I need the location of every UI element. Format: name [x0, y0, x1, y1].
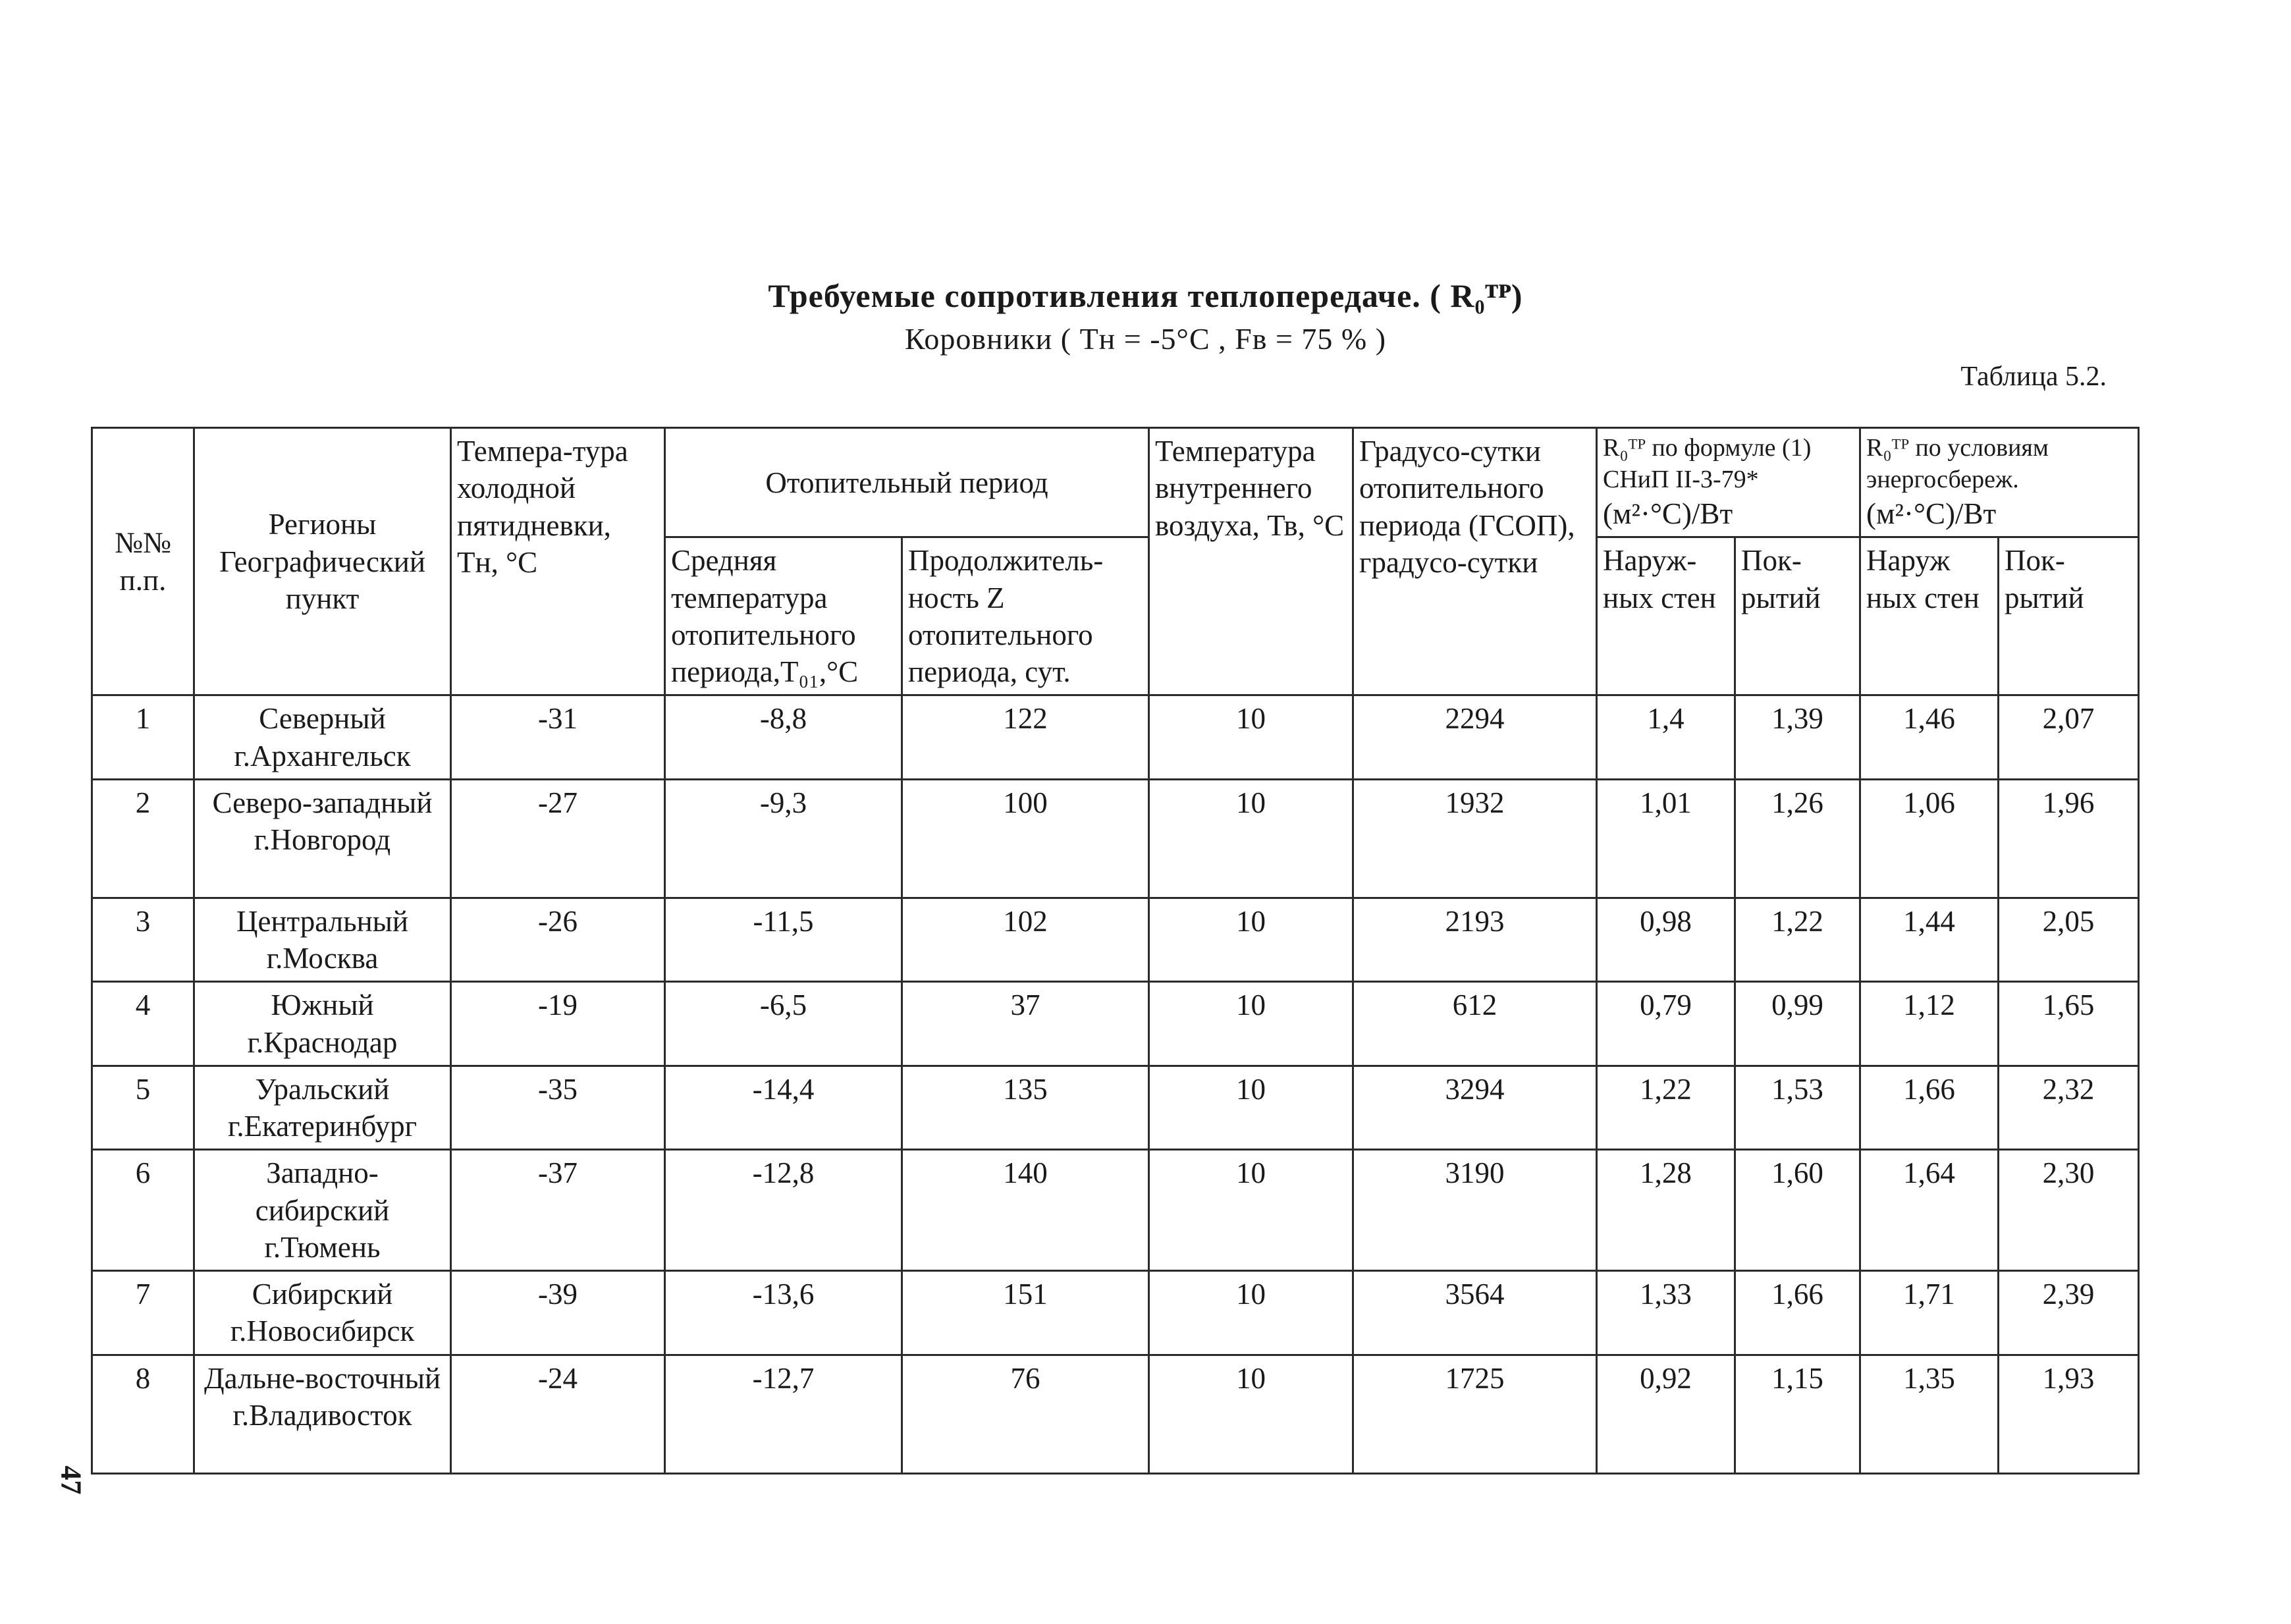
- gsop-cell: 612: [1353, 982, 1597, 1066]
- col-r-formula-header: [1597, 428, 1860, 537]
- t-avg-cell: -6,5: [665, 982, 902, 1066]
- rf-walls-cell: 0,92: [1597, 1355, 1735, 1473]
- re-walls-cell: 1,64: [1860, 1150, 1999, 1271]
- rf-roofs-cell: 0,99: [1735, 982, 1860, 1066]
- re-roofs-cell: 2,39: [1999, 1271, 2139, 1355]
- city-name: г.Владивосток: [232, 1398, 412, 1432]
- region-name: Северо-западный: [212, 786, 433, 819]
- region-name: Северный: [259, 702, 386, 736]
- rf-roofs-cell: 1,66: [1735, 1271, 1860, 1355]
- re-walls-cell: 1,12: [1860, 982, 1999, 1066]
- region-cell: [194, 982, 451, 1066]
- rf-roofs-cell: 1,22: [1735, 898, 1860, 982]
- t-avg-cell: -14,4: [665, 1066, 902, 1150]
- col-duration-header: Продолжитель-ность Z отопительного периода, сут.: [902, 537, 1149, 695]
- t-inner-cell: 10: [1149, 982, 1353, 1066]
- resistance-table: [91, 427, 2140, 1475]
- col-r-energy-header: [1860, 428, 2139, 537]
- row-number: 3: [92, 898, 194, 982]
- col-rf-roofs-header: Пок-рытий: [1735, 537, 1860, 695]
- rf-walls-cell: 1,22: [1597, 1066, 1735, 1150]
- gsop-cell: 3564: [1353, 1271, 1597, 1355]
- duration-cell: 76: [902, 1355, 1149, 1473]
- rf-walls-cell: 1,4: [1597, 695, 1735, 780]
- gsop-cell: 3190: [1353, 1150, 1597, 1271]
- col-re-roofs-header: Пок-рытий: [1999, 537, 2139, 695]
- page-number: 47: [55, 1465, 88, 1495]
- document-title: Требуемые сопротивления теплопередаче. ( R₀ᵀᴾ): [768, 277, 1523, 314]
- table-row: [92, 1150, 2139, 1271]
- t-inner-cell: 10: [1149, 1150, 1353, 1271]
- r-energy-label: R₀ᵀᴾ по условиям энергосбереж.: [1866, 434, 2049, 493]
- region-cell: [194, 1271, 451, 1355]
- col-t-avg-header: Средняя температура отопительного периода,Т₀₁,°С: [665, 537, 902, 695]
- row-number: 6: [92, 1150, 194, 1271]
- rf-walls-cell: 1,28: [1597, 1150, 1735, 1271]
- gsop-cell: 2294: [1353, 695, 1597, 780]
- t-cold-cell: -31: [451, 695, 665, 780]
- re-roofs-cell: 2,30: [1999, 1150, 2139, 1271]
- re-walls-cell: 1,35: [1860, 1355, 1999, 1473]
- city-name: г.Екатеринбург: [227, 1110, 418, 1143]
- gsop-cell: 3294: [1353, 1066, 1597, 1150]
- re-walls-cell: 1,46: [1860, 695, 1999, 780]
- city-name: г.Краснодар: [247, 1025, 398, 1059]
- row-number: 8: [92, 1355, 194, 1473]
- re-walls-cell: 1,06: [1860, 779, 1999, 898]
- duration-cell: 102: [902, 898, 1149, 982]
- table-caption: Таблица 5.2.: [1960, 362, 2107, 392]
- rf-walls-cell: 0,98: [1597, 898, 1735, 982]
- re-roofs-cell: 2,05: [1999, 898, 2139, 982]
- table-row: [92, 1355, 2139, 1473]
- t-cold-cell: -27: [451, 779, 665, 898]
- table-row: [92, 779, 2139, 898]
- t-cold-cell: -37: [451, 1150, 665, 1271]
- t-inner-cell: 10: [1149, 1066, 1353, 1150]
- region-cell: [194, 1150, 451, 1271]
- t-inner-cell: 10: [1149, 1271, 1353, 1355]
- table-row: [92, 1066, 2139, 1150]
- t-avg-cell: -11,5: [665, 898, 902, 982]
- duration-cell: 100: [902, 779, 1149, 898]
- re-roofs-cell: 1,96: [1999, 779, 2139, 898]
- col-gsop-header: Градусо-сутки отопительного периода (ГСОП), градусо-сутки: [1353, 428, 1597, 695]
- t-cold-cell: -26: [451, 898, 665, 982]
- t-inner-cell: 10: [1149, 898, 1353, 982]
- region-cell: [194, 1355, 451, 1473]
- duration-cell: 135: [902, 1066, 1149, 1150]
- table-row: [92, 898, 2139, 982]
- city-name: г.Новосибирск: [230, 1314, 415, 1348]
- t-inner-cell: 10: [1149, 779, 1353, 898]
- rf-roofs-cell: 1,60: [1735, 1150, 1860, 1271]
- city-name: г.Новгород: [254, 823, 391, 856]
- rf-roofs-cell: 1,39: [1735, 695, 1860, 780]
- city-name: г.Архангельск: [234, 739, 411, 772]
- t-cold-cell: -19: [451, 982, 665, 1066]
- t-avg-cell: -12,7: [665, 1355, 902, 1473]
- col-t-cold-header: Темпера-тура холодной пятидневки, Тн, °С: [451, 428, 665, 695]
- region-name: Сибирский: [252, 1278, 393, 1311]
- region-name: Дальне-восточный: [203, 1361, 441, 1395]
- t-avg-cell: -13,6: [665, 1271, 902, 1355]
- re-roofs-cell: 2,07: [1999, 695, 2139, 780]
- duration-cell: 151: [902, 1271, 1149, 1355]
- region-name: Центральный: [236, 904, 408, 938]
- rf-walls-cell: 1,01: [1597, 779, 1735, 898]
- city-name: г.Тюмень: [264, 1230, 381, 1264]
- row-number: 1: [92, 695, 194, 780]
- t-inner-cell: 10: [1149, 695, 1353, 780]
- gsop-cell: 1932: [1353, 779, 1597, 898]
- r-formula-units: (м²·°С)/Вт: [1603, 497, 1733, 530]
- region-cell: [194, 695, 451, 780]
- re-walls-cell: 1,44: [1860, 898, 1999, 982]
- col-region-header: Регионы Географический пункт: [194, 428, 451, 695]
- t-inner-cell: 10: [1149, 1355, 1353, 1473]
- t-avg-cell: -9,3: [665, 779, 902, 898]
- duration-cell: 122: [902, 695, 1149, 780]
- row-number: 5: [92, 1066, 194, 1150]
- re-roofs-cell: 1,65: [1999, 982, 2139, 1066]
- gsop-cell: 1725: [1353, 1355, 1597, 1473]
- duration-cell: 140: [902, 1150, 1149, 1271]
- t-avg-cell: -12,8: [665, 1150, 902, 1271]
- table-row: [92, 982, 2139, 1066]
- rf-roofs-cell: 1,15: [1735, 1355, 1860, 1473]
- col-re-walls-header: Наруж ных стен: [1860, 537, 1999, 695]
- region-cell: [194, 1066, 451, 1150]
- region-cell: [194, 898, 451, 982]
- document-subtitle: Коровники ( Тн = -5°С , Fв = 75 % ): [904, 322, 1387, 356]
- re-walls-cell: 1,71: [1860, 1271, 1999, 1355]
- r-energy-units: (м²·°С)/Вт: [1866, 497, 1997, 530]
- re-roofs-cell: 2,32: [1999, 1066, 2139, 1150]
- table-header: [92, 428, 2139, 695]
- table-row: [92, 695, 2139, 780]
- table-body: [92, 695, 2139, 1473]
- city-name: г.Москва: [266, 942, 379, 975]
- row-number: 7: [92, 1271, 194, 1355]
- rf-roofs-cell: 1,53: [1735, 1066, 1860, 1150]
- row-number: 4: [92, 982, 194, 1066]
- region-name: Западно-сибирский: [255, 1156, 390, 1227]
- table-row: [92, 1271, 2139, 1355]
- duration-cell: 37: [902, 982, 1149, 1066]
- t-cold-cell: -24: [451, 1355, 665, 1473]
- t-cold-cell: -39: [451, 1271, 665, 1355]
- t-avg-cell: -8,8: [665, 695, 902, 780]
- region-name: Уральский: [255, 1072, 390, 1106]
- r-formula-label: R₀ᵀᴾ по формуле (1) СНиП II-3-79*: [1603, 434, 1812, 493]
- col-heating-period-header: Отопительный период: [665, 428, 1149, 537]
- re-walls-cell: 1,66: [1860, 1066, 1999, 1150]
- t-cold-cell: -35: [451, 1066, 665, 1150]
- row-number: 2: [92, 779, 194, 898]
- col-rf-walls-header: Наруж-ных стен: [1597, 537, 1735, 695]
- region-name: Южный: [271, 988, 374, 1022]
- region-cell: [194, 779, 451, 898]
- rf-walls-cell: 1,33: [1597, 1271, 1735, 1355]
- gsop-cell: 2193: [1353, 898, 1597, 982]
- re-roofs-cell: 1,93: [1999, 1355, 2139, 1473]
- rf-walls-cell: 0,79: [1597, 982, 1735, 1066]
- rf-roofs-cell: 1,26: [1735, 779, 1860, 898]
- col-t-inner-header: Температура внутреннего воздуха, Тв, °С: [1149, 428, 1353, 695]
- col-num-header: №№ п.п.: [92, 428, 194, 695]
